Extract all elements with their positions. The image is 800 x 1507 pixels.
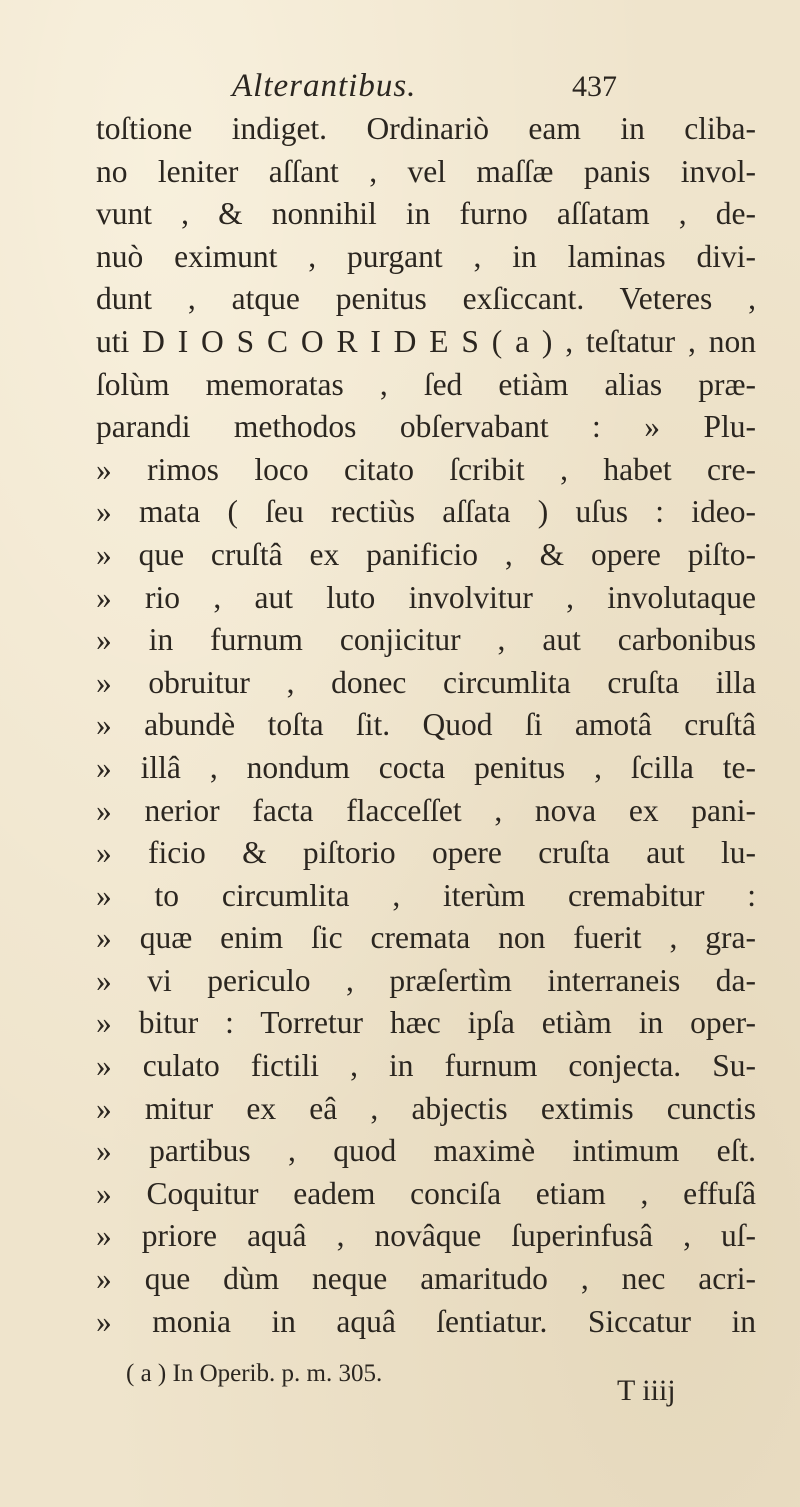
- text-line: » que dùm neque amaritudo , nec acri-: [96, 1261, 756, 1297]
- text-line: » culato fictili , in furnum conjecta. Su-: [96, 1048, 756, 1084]
- page-number: 437: [572, 70, 617, 103]
- text-line: uti D I O S C O R I D E S ( a ) , teſtatur , non: [96, 323, 756, 359]
- text-line: toſtione indiget. Ordinariò eam in cliba-: [96, 111, 756, 146]
- text-line: » mata ( ſeu rectiùs aſſata ) uſus : ideo-: [96, 494, 756, 530]
- text-line: » illâ , nondum cocta penitus , ſcilla te-: [96, 749, 756, 785]
- text-line: » to circumlita , iterùm cremabitur :: [96, 877, 756, 913]
- text-line: » nerior facta flacceſſet , nova ex pani-: [96, 792, 756, 828]
- text-line: » monia in aquâ ſentiatur. Siccatur in: [96, 1303, 756, 1339]
- text-line: » abundè toſta ſit. Quod ſi amotâ cruſtâ: [96, 707, 756, 743]
- text-line: nuò eximunt , purgant , in laminas divi-: [96, 238, 756, 274]
- text-line: » rio , aut luto involvitur , involutaque: [96, 579, 756, 615]
- text-line: » partibus , quod maximè intimum eſt.: [96, 1133, 756, 1169]
- text-line: » in furnum conjicitur , aut carbonibus: [96, 622, 756, 658]
- text-line: » mitur ex eâ , abjectis extimis cunctis: [96, 1090, 756, 1126]
- text-line: » que cruſtâ ex panificio , & opere piſto-: [96, 536, 756, 572]
- text-line: » vi periculo , præſertìm interraneis da-: [96, 962, 756, 998]
- text-line: » obruitur , donec circumlita cruſta illa: [96, 664, 756, 700]
- footnote: ( a ) In Operib. p. m. 305.: [126, 1360, 383, 1387]
- text-line: » priore aquâ , novâque ſuperinfusâ , uſ-: [96, 1218, 756, 1254]
- text-line: vunt , & nonnihil in furno aſſatam , de-: [96, 196, 756, 232]
- text-line: » bitur : Torretur hæc ipſa etiàm in oper-: [96, 1005, 756, 1041]
- text-line: » Coquitur eadem conciſa etiam , effuſâ: [96, 1175, 756, 1211]
- text-line: dunt , atque penitus exſiccant. Veteres ,: [96, 281, 756, 317]
- running-title: Alterantibus.: [232, 68, 417, 104]
- text-line: » ficio & piſtorio opere cruſta aut lu-: [96, 835, 756, 871]
- body-text: [96, 108, 756, 1343]
- text-line: » rimos loco citato ſcribit , habet cre-: [96, 451, 756, 487]
- text-line: » quæ enim ſic cremata non fuerit , gra-: [96, 920, 756, 956]
- text-line: parandi methodos obſervabant : » Plu-: [96, 409, 756, 445]
- text-line: no leniter aſſant , vel maſſæ panis invol-: [96, 153, 756, 189]
- signature-mark: T iiij: [617, 1374, 676, 1407]
- text-line: ſolùm memoratas , ſed etiàm alias præ-: [96, 366, 756, 402]
